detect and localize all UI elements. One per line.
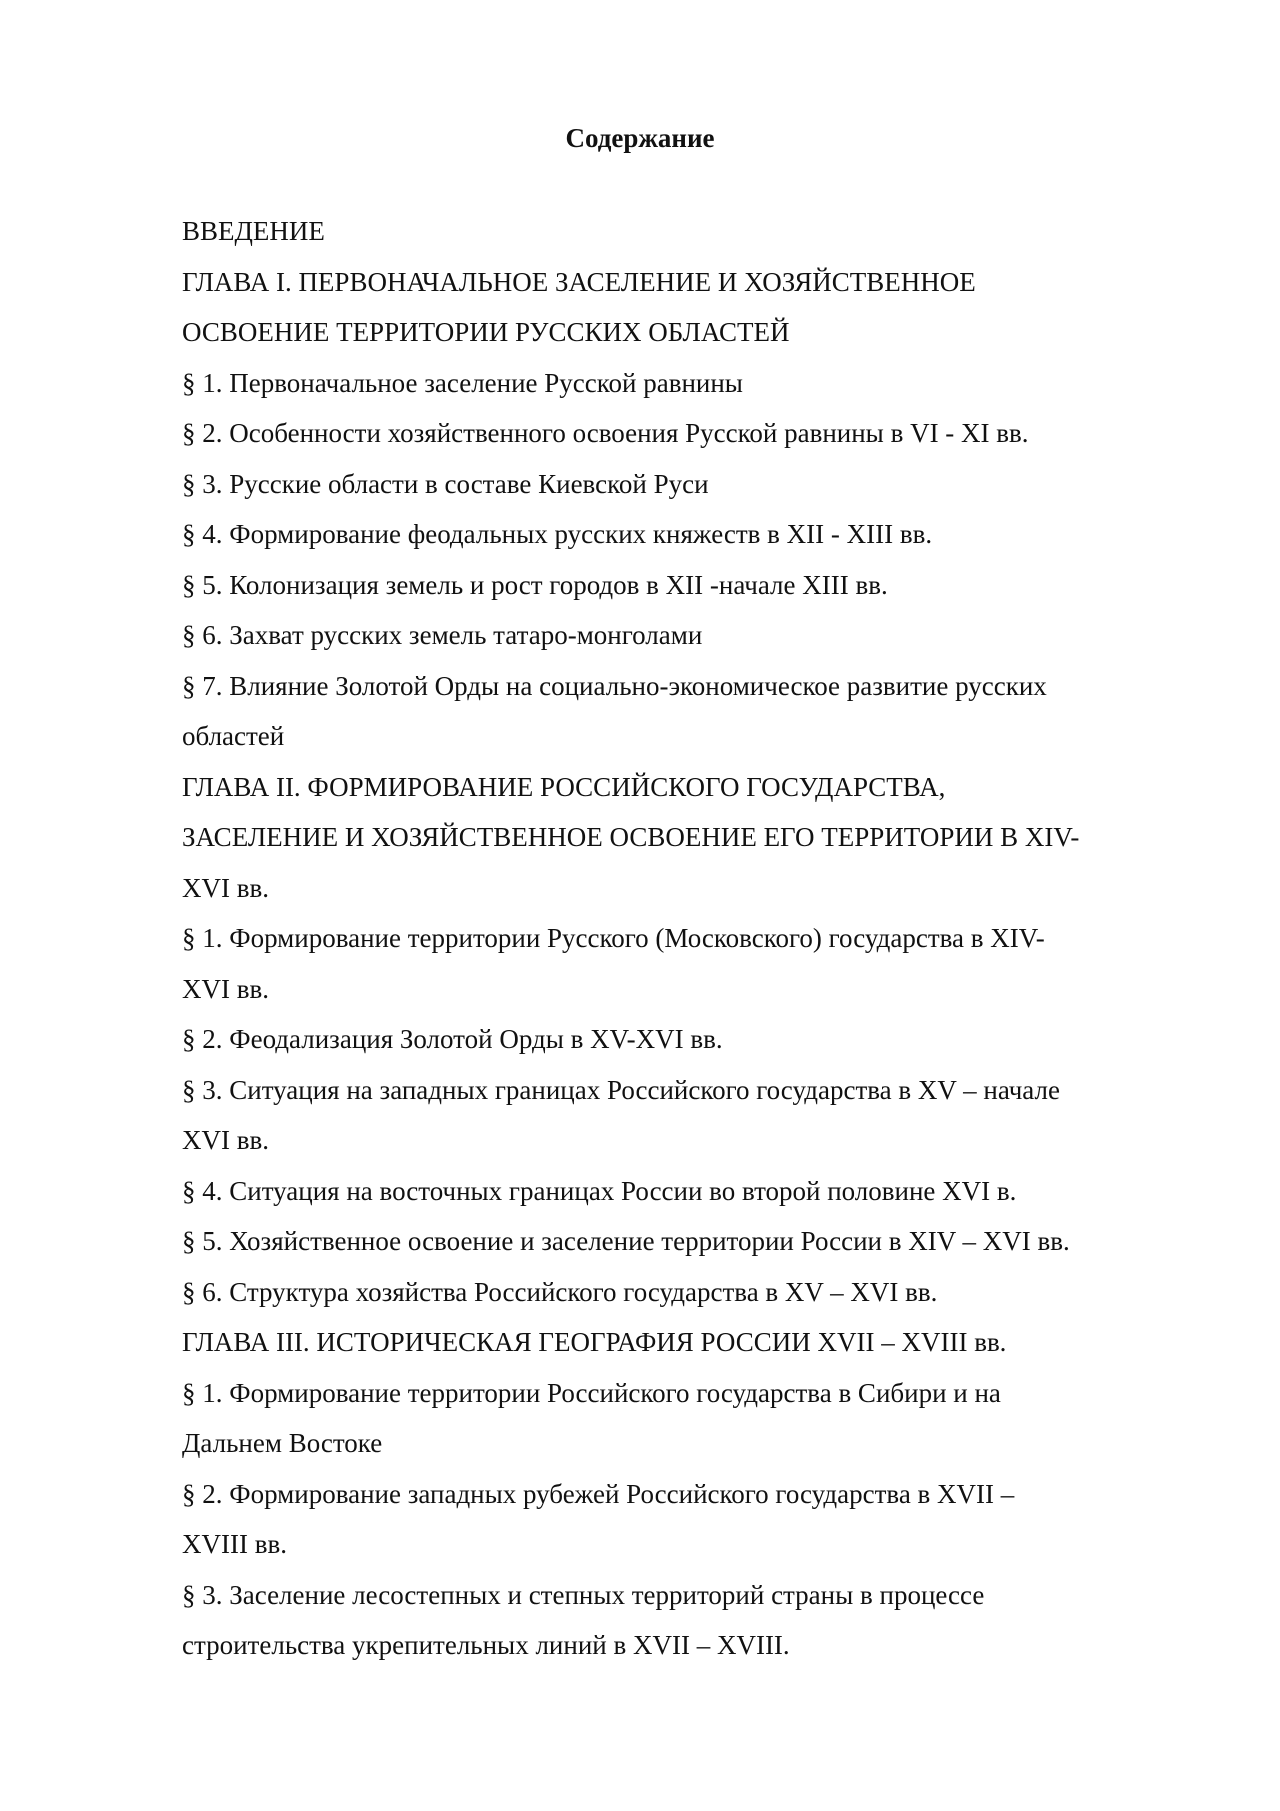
toc-line: XVI вв. [182, 872, 269, 903]
toc-line: § 7. Влияние Золотой Орды на социально-экономическое развитие русских [182, 670, 1047, 701]
toc-line: § 2. Феодализация Золотой Орды в XV-XVI вв. [182, 1024, 723, 1054]
toc-line: ОСВОЕНИЕ ТЕРРИТОРИИ РУССКИХ ОБЛАСТЕЙ [182, 317, 790, 347]
toc-line: строительства укрепительных линий в XVII – XVIII. [182, 1630, 790, 1660]
toc-line: § 1. Формирование территории Российского государства в Сибири и на [182, 1377, 1001, 1408]
page-title: Содержание [565, 123, 715, 153]
toc-line: § 4. Ситуация на восточных границах России во второй половине XVI в. [182, 1175, 1017, 1206]
toc-line: областей [182, 721, 285, 751]
toc-line: § 3. Ситуация на западных границах Российского государства в XV – начале [182, 1074, 1060, 1105]
toc-line: § 2. Формирование западных рубежей Российского государства в XVII – [182, 1478, 1015, 1509]
toc-line: ЗАСЕЛЕНИЕ И ХОЗЯЙСТВЕННОЕ ОСВОЕНИЕ ЕГО ТЕРРИТОРИИ В XIV- [182, 822, 1080, 852]
toc-line: ГЛАВА I. ПЕРВОНАЧАЛЬНОЕ ЗАСЕЛЕНИЕ И ХОЗЯЙСТВЕННОЕ [182, 266, 976, 297]
table-of-contents [182, 206, 1202, 1671]
toc-line: § 1. Формирование территории Русского (Московского) государства в XIV- [182, 923, 1045, 953]
toc-line: Дальнем Востоке [182, 1428, 383, 1458]
toc-line: § 5. Хозяйственное освоение и заселение территории России в XIV – XVI вв. [182, 1226, 1070, 1256]
toc-line: § 4. Формирование феодальных русских княжеств в XII - XIII вв. [182, 519, 933, 549]
toc-line: ВВЕДЕНИЕ [182, 216, 325, 246]
toc-line: § 6. Структура хозяйства Российского государства в XV – XVI вв. [182, 1276, 938, 1307]
toc-line: § 3. Заселение лесостепных и степных территорий страны в процессе [182, 1579, 985, 1610]
toc-line: XVI вв. [182, 1125, 269, 1155]
toc-line: § 1. Первоначальное заселение Русской равнины [182, 367, 743, 398]
toc-line: § 2. Особенности хозяйственного освоения Русской равнины в VI - XI вв. [182, 418, 1029, 448]
toc-line: § 5. Колонизация земель и рост городов в XII -начале XIII вв. [182, 569, 888, 600]
toc-line: ГЛАВА III. ИСТОРИЧЕСКАЯ ГЕОГРАФИЯ РОССИИ XVII – XVIII вв. [182, 1327, 1007, 1357]
toc-line: § 3. Русские области в составе Киевской Руси [182, 468, 709, 499]
toc-line: XVIII вв. [182, 1529, 287, 1559]
toc-line: ГЛАВА II. ФОРМИРОВАНИЕ РОССИЙСКОГО ГОСУДАРСТВА, [182, 771, 946, 802]
toc-line: XVI вв. [182, 973, 269, 1004]
toc-line: § 6. Захват русских земель татаро-монголами [182, 620, 703, 650]
